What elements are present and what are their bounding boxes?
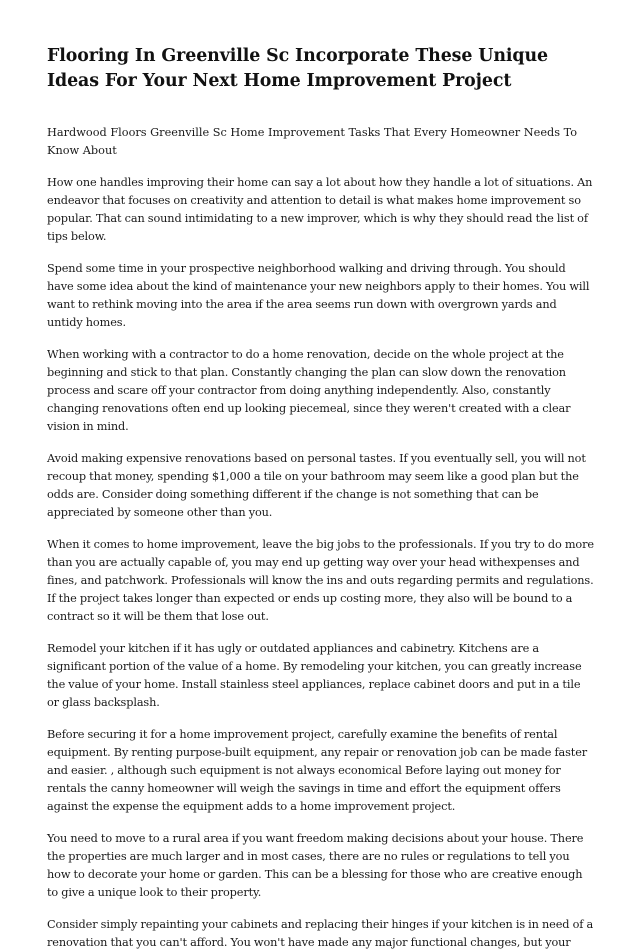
document-page bbox=[47, 44, 595, 952]
document-subtitle: Hardwood Floors Greenville Sc Home Improvement Tasks That Every Homeowner Needs To Know About bbox=[47, 126, 578, 157]
document-title: Flooring In Greenville Sc Incorporate These Unique Ideas For Your Next Home Improvement Project bbox=[47, 46, 548, 91]
paragraph: Avoid making expensive renovations based on personal tastes. If you eventually sell, you will not recoup that money, spending $1,000 a tile on your bathroom may seem like a good plan but the odds are. Consider doing something different if the change is not something that can be appreciated by someone other than you. bbox=[47, 452, 586, 519]
paragraph: How one handles improving their home can say a lot about how they handle a lot of situations. An endeavor that focuses on creativity and attention to detail is what makes home improvement so popular. That can sound intimidating to a new improver, which is why they should read the list of tips below. bbox=[47, 176, 593, 243]
paragraph: When working with a contractor to do a home renovation, decide on the whole project at the beginning and stick to that plan. Constantly changing the plan can slow down the renovation process and scare off your contractor from doing anything independently. Also, constantly changing renovations often end up looking piecemeal, since they weren't created with a clear vision in mind. bbox=[47, 348, 571, 433]
paragraph: Before securing it for a home improvement project, carefully examine the benefits of rental equipment. By renting purpose-built equipment, any repair or renovation job can be made faster and easier. , although such equipment is not always economical Before laying out money for rentals the canny homeowner will weigh the savings in time and effort the equipment offers against the expense the equipment adds to a home improvement project. bbox=[47, 728, 588, 813]
paragraph: Consider simply repainting your cabinets and replacing their hinges if your kitchen is in need of a renovation that you can't afford. You won't have made any major functional changes, but your bbox=[47, 918, 594, 949]
document-body bbox=[47, 174, 595, 952]
paragraph: You need to move to a rural area if you want freedom making decisions about your house. There the properties are much larger and in most cases, there are no rules or regulations to tell you how to decorate your home or garden. This can be a blessing for those who are creative enough to give a unique look to their property. bbox=[47, 832, 584, 899]
paragraph: Remodel your kitchen if it has ugly or outdated appliances and cabinetry. Kitchens are a significant portion of the value of a home. By remodeling your kitchen, you can greatly increase the value of your home. Install stainless steel appliances, replace cabinet doors and put in a tile or glass backsplash. bbox=[47, 642, 582, 709]
paragraph: When it comes to home improvement, leave the big jobs to the professionals. If you try to do more than you are actually capable of, you may end up getting way over your head withexpenses and fines, and patchwork. Professionals will know the ins and outs regarding permits and regulations. If the project takes longer than expected or ends up costing more, they also will be bound to a contract so it will be them that lose out. bbox=[47, 538, 594, 623]
paragraph: Spend some time in your prospective neighborhood walking and driving through. You should have some idea about the kind of maintenance your new neighbors apply to their homes. You will want to rethink moving into the area if the area seems run down with overgrown yards and untidy homes. bbox=[47, 262, 590, 329]
